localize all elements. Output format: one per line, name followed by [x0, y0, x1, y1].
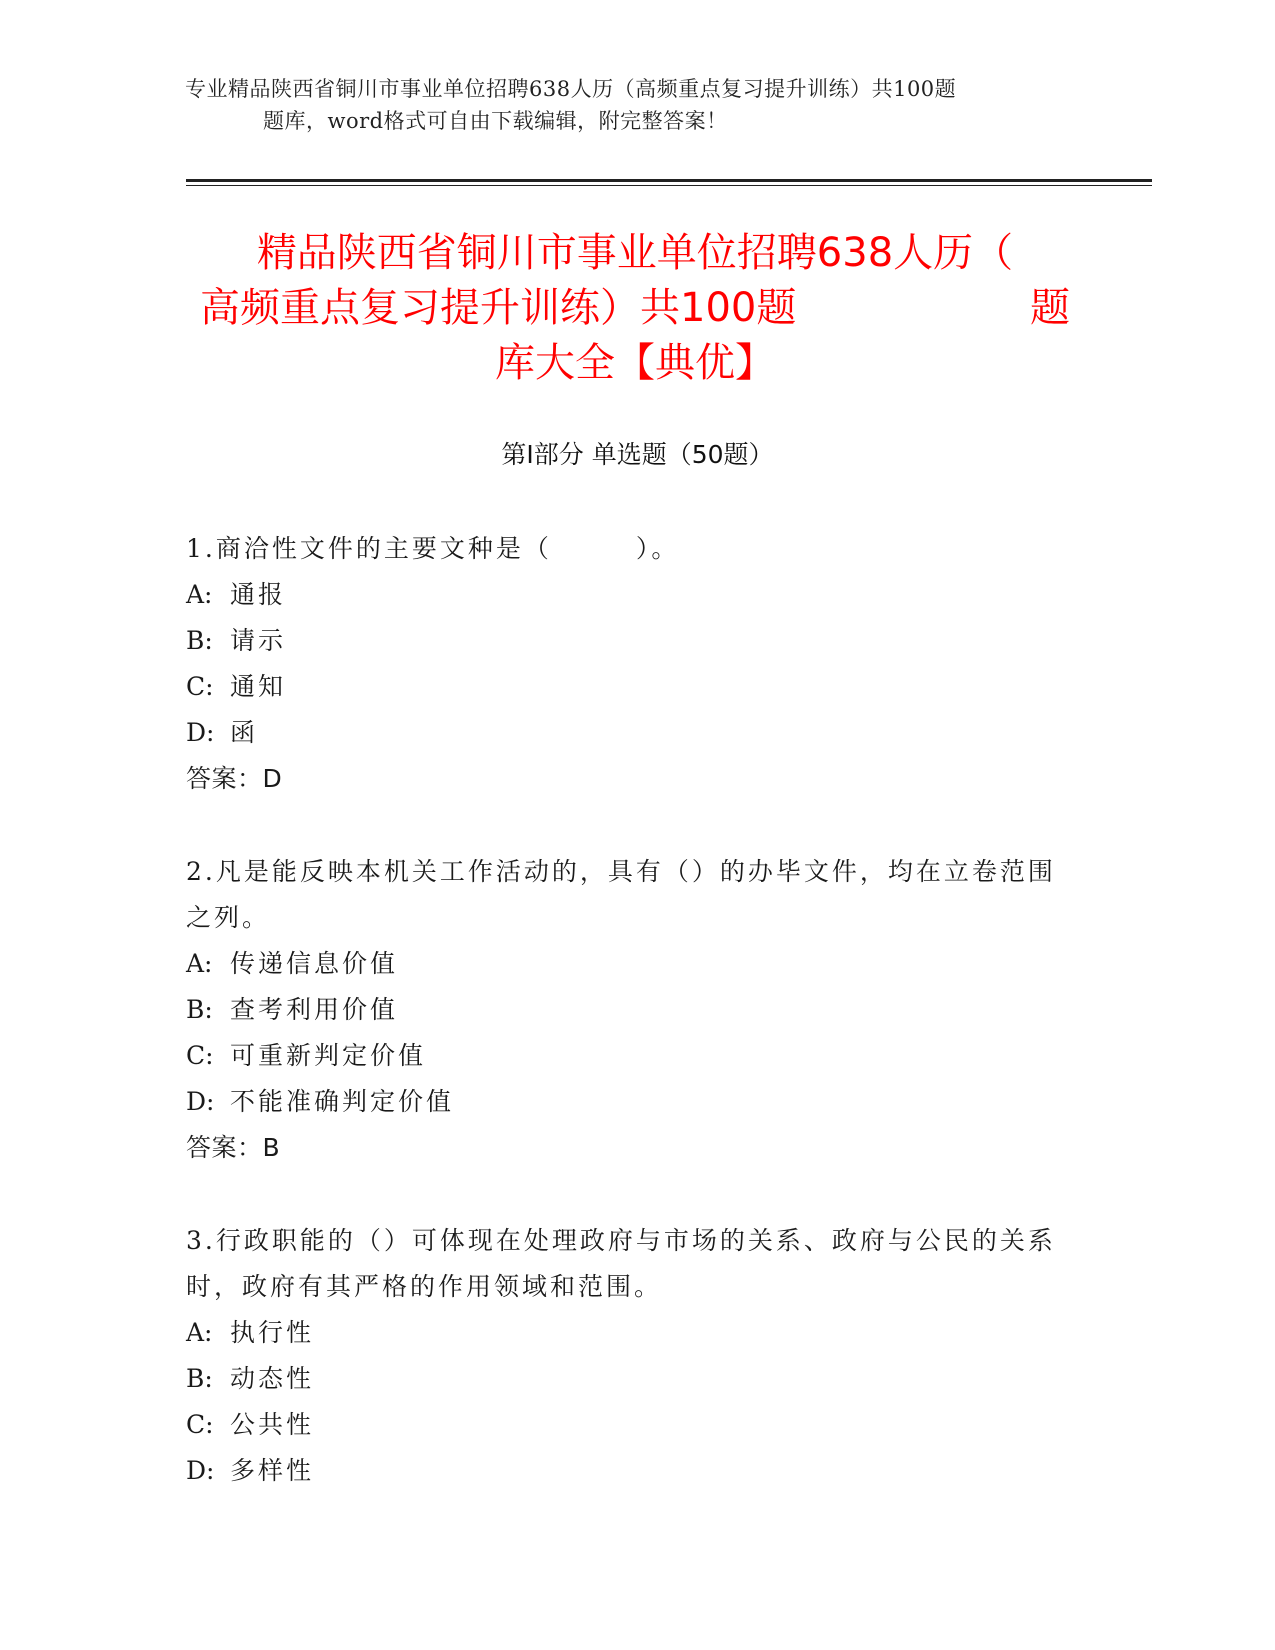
question-stem: 2.凡是能反映本机关工作活动的，具有（）的办毕文件，均在立卷范围之列。	[186, 857, 1056, 932]
option-letter: D:	[186, 1456, 215, 1485]
option-text: 动态性	[230, 1364, 315, 1393]
option-a	[186, 941, 1066, 987]
option-d	[186, 1448, 1066, 1494]
answer-line: 答案：D	[186, 764, 283, 793]
title-line-2-right: 题	[1030, 285, 1070, 331]
option-text: 多样性	[230, 1456, 315, 1485]
option-text: 不能准确判定价值	[230, 1087, 455, 1116]
title-line-2	[200, 281, 1070, 336]
option-letter: D:	[186, 1087, 215, 1116]
question-3	[186, 1218, 1066, 1494]
question-stem: 1.商洽性文件的主要文种是（ ）。	[186, 534, 680, 563]
question-1	[186, 526, 1066, 802]
option-letter: C:	[186, 672, 214, 701]
option-letter: A:	[186, 1318, 213, 1347]
option-a	[186, 1310, 1066, 1356]
option-c	[186, 664, 1066, 710]
title-line-3: 库大全【典优】	[495, 340, 775, 386]
option-letter: C:	[186, 1410, 214, 1439]
option-text: 函	[230, 718, 259, 747]
title-line-2-left: 高频重点复习提升训练）共100题	[200, 285, 797, 331]
option-b	[186, 987, 1066, 1033]
header-line-1: 专业精品陕西省铜川市事业单位招聘638人历（高频重点复习提升训练）共100题	[185, 77, 957, 101]
option-text: 公共性	[230, 1410, 315, 1439]
option-b	[186, 618, 1066, 664]
option-letter: B:	[186, 626, 213, 655]
option-text: 执行性	[230, 1318, 315, 1347]
header-line-2: 题库，word格式可自由下载编辑，附完整答案！	[263, 109, 728, 133]
option-letter: B:	[186, 1364, 213, 1393]
option-text: 可重新判定价值	[230, 1041, 427, 1070]
option-letter: C:	[186, 1041, 214, 1070]
option-letter: A:	[186, 949, 213, 978]
option-text: 传递信息价值	[230, 949, 399, 978]
document-title	[200, 226, 1070, 391]
question-stem: 3.行政职能的（）可体现在处理政府与市场的关系、政府与公民的关系时，政府有其严格的作用领域和范围。	[186, 1226, 1056, 1301]
option-c	[186, 1402, 1066, 1448]
option-letter: B:	[186, 995, 213, 1024]
option-letter: D:	[186, 718, 215, 747]
title-line-1: 精品陕西省铜川市事业单位招聘638人历（	[256, 230, 1014, 276]
answer-line: 答案：B	[186, 1133, 281, 1162]
question-list	[186, 526, 1066, 1541]
option-letter: A:	[186, 580, 213, 609]
option-d	[186, 1079, 1066, 1125]
option-b	[186, 1356, 1066, 1402]
option-a	[186, 572, 1066, 618]
question-2	[186, 849, 1066, 1171]
option-d	[186, 710, 1066, 756]
option-text: 请示	[230, 626, 287, 655]
option-text: 通知	[230, 672, 287, 701]
header-divider-thin	[186, 185, 1152, 186]
option-c	[186, 1033, 1066, 1079]
option-text: 查考利用价值	[230, 995, 399, 1024]
document-header	[185, 73, 1085, 137]
section-heading: 第Ⅰ部分 单选题（50题）	[501, 440, 774, 469]
option-text: 通报	[230, 580, 287, 609]
header-divider-thick	[186, 179, 1152, 182]
